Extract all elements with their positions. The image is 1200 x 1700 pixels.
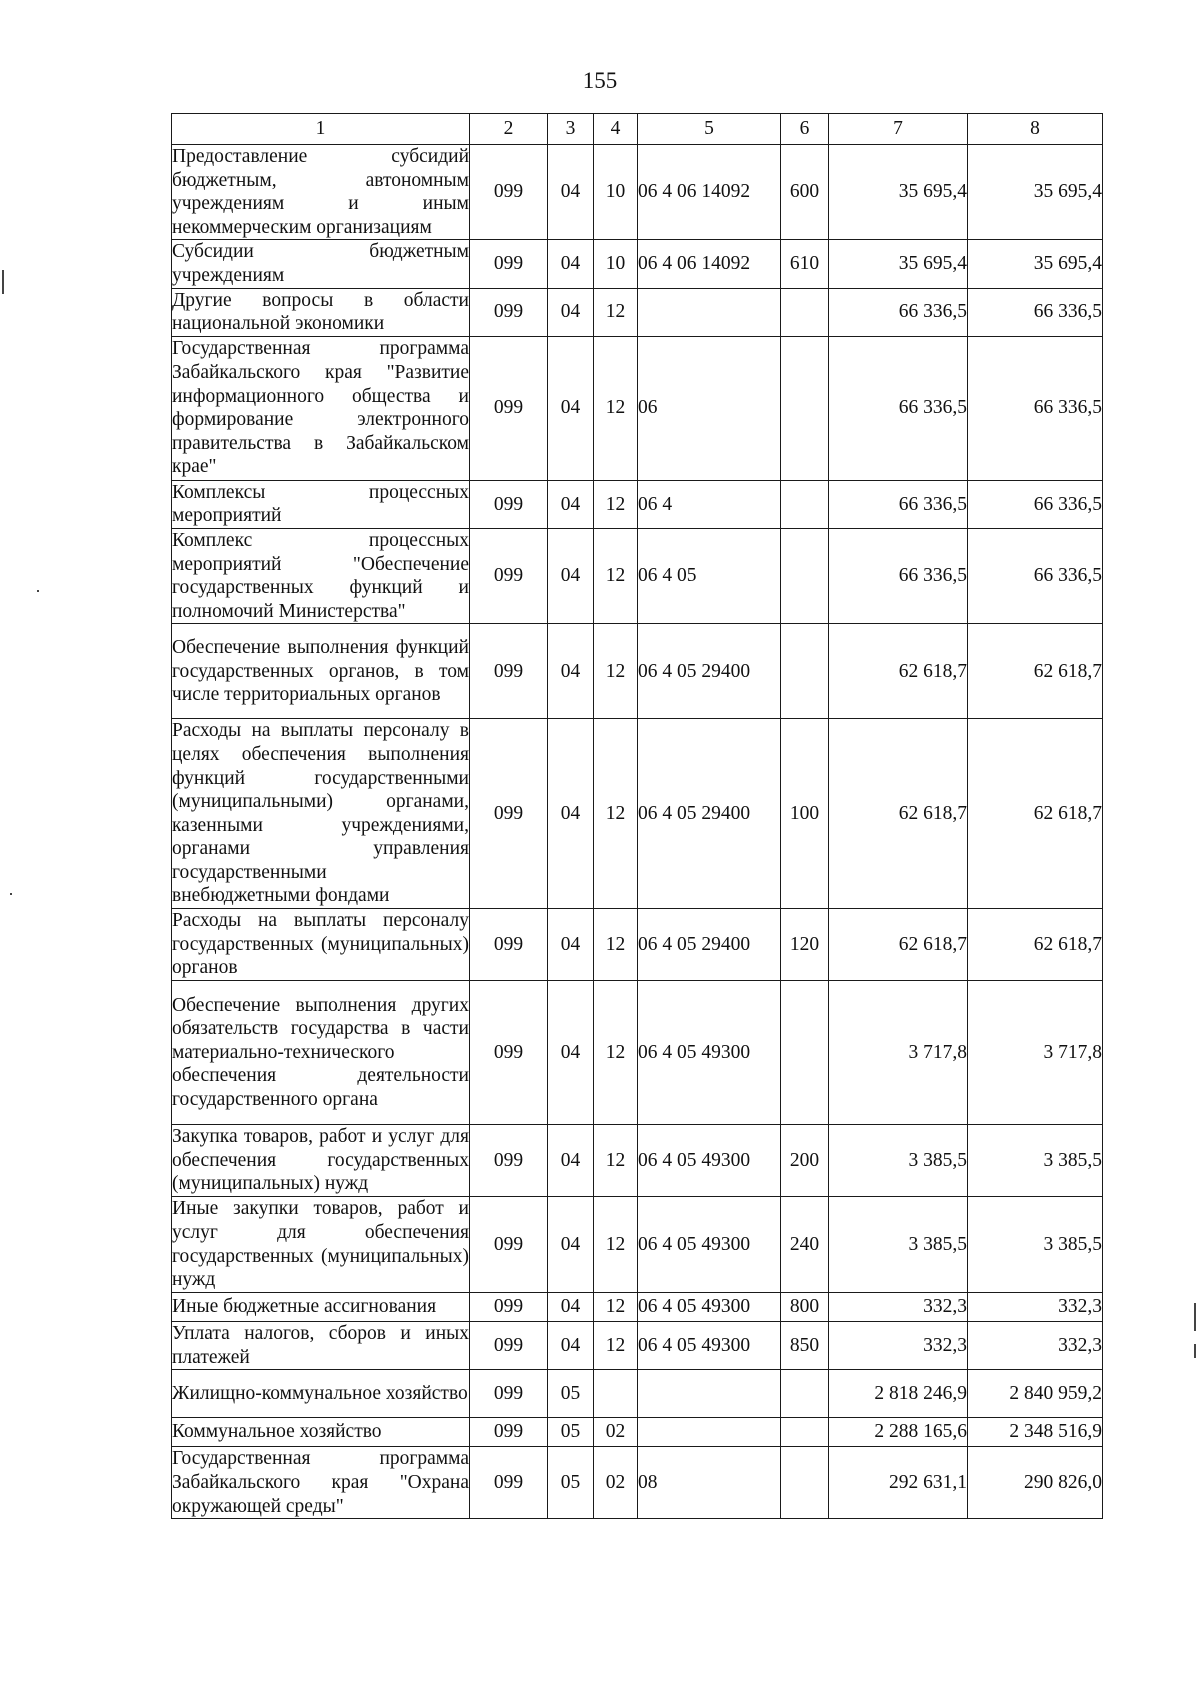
header-col-4: 4 bbox=[594, 114, 638, 145]
cell-expense-type bbox=[781, 1370, 829, 1418]
cell-amount-7: 66 336,5 bbox=[829, 480, 968, 528]
cell-section: 04 bbox=[548, 1322, 594, 1370]
cell-subsection: 02 bbox=[594, 1447, 638, 1519]
cell-admin-code: 099 bbox=[470, 1447, 548, 1519]
cell-admin-code: 099 bbox=[470, 528, 548, 623]
row-name: Расходы на выплаты персоналу в целях обеспечения выполнения функций государственными (муниципальными) органами, казенными учреждениями, органами управления государственными внебюджетными фондами bbox=[172, 719, 470, 909]
cell-amount-8: 2 348 516,9 bbox=[968, 1418, 1103, 1447]
cell-amount-7: 62 618,7 bbox=[829, 624, 968, 719]
header-col-1: 1 bbox=[172, 114, 470, 145]
table-row bbox=[172, 528, 1103, 623]
cell-section: 04 bbox=[548, 1197, 594, 1293]
cell-expense-type bbox=[781, 528, 829, 623]
table-row bbox=[172, 1125, 1103, 1197]
table-row bbox=[172, 909, 1103, 981]
cell-expense-type: 850 bbox=[781, 1322, 829, 1370]
scan-edge-mark bbox=[1194, 1303, 1196, 1331]
cell-admin-code: 099 bbox=[470, 480, 548, 528]
row-name: Комплекс процессных мероприятий "Обеспечение государственных функций и полномочий Министерства" bbox=[172, 528, 470, 623]
cell-admin-code: 099 bbox=[470, 1370, 548, 1418]
row-name: Государственная программа Забайкальского края "Охрана окружающей среды" bbox=[172, 1447, 470, 1519]
cell-amount-7: 292 631,1 bbox=[829, 1447, 968, 1519]
cell-section: 04 bbox=[548, 624, 594, 719]
cell-target-code: 06 4 05 29400 bbox=[638, 624, 781, 719]
cell-subsection: 12 bbox=[594, 288, 638, 336]
cell-section: 04 bbox=[548, 240, 594, 288]
cell-expense-type bbox=[781, 981, 829, 1125]
cell-amount-7: 332,3 bbox=[829, 1322, 968, 1370]
cell-subsection: 12 bbox=[594, 981, 638, 1125]
cell-section: 04 bbox=[548, 145, 594, 240]
row-name: Обеспечение выполнения других обязательств государства в части материально-технического обеспечения деятельности государственного органа bbox=[172, 981, 470, 1125]
cell-subsection: 12 bbox=[594, 719, 638, 909]
cell-expense-type bbox=[781, 288, 829, 336]
cell-expense-type: 600 bbox=[781, 145, 829, 240]
row-name: Жилищно-коммунальное хозяйство bbox=[172, 1370, 470, 1418]
cell-amount-8: 35 695,4 bbox=[968, 240, 1103, 288]
cell-subsection: 12 bbox=[594, 336, 638, 480]
row-name: Расходы на выплаты персоналу государственных (муниципальных) органов bbox=[172, 909, 470, 981]
row-name: Обеспечение выполнения функций государственных органов, в том числе территориальных органов bbox=[172, 624, 470, 719]
cell-admin-code: 099 bbox=[470, 909, 548, 981]
cell-amount-8: 3 385,5 bbox=[968, 1125, 1103, 1197]
cell-target-code: 06 4 05 49300 bbox=[638, 1197, 781, 1293]
cell-section: 05 bbox=[548, 1447, 594, 1519]
cell-subsection: 12 bbox=[594, 480, 638, 528]
cell-section: 04 bbox=[548, 719, 594, 909]
cell-admin-code: 099 bbox=[470, 145, 548, 240]
cell-amount-8: 62 618,7 bbox=[968, 909, 1103, 981]
cell-target-code: 06 4 bbox=[638, 480, 781, 528]
row-name: Иные бюджетные ассигнования bbox=[172, 1293, 470, 1322]
table-row bbox=[172, 719, 1103, 909]
cell-expense-type: 120 bbox=[781, 909, 829, 981]
table-row bbox=[172, 480, 1103, 528]
table-row bbox=[172, 336, 1103, 480]
cell-section: 05 bbox=[548, 1418, 594, 1447]
cell-admin-code: 099 bbox=[470, 1293, 548, 1322]
cell-amount-7: 3 717,8 bbox=[829, 981, 968, 1125]
header-col-7: 7 bbox=[829, 114, 968, 145]
cell-section: 04 bbox=[548, 1293, 594, 1322]
cell-admin-code: 099 bbox=[470, 1418, 548, 1447]
table-row bbox=[172, 1418, 1103, 1447]
cell-target-code: 06 4 05 bbox=[638, 528, 781, 623]
cell-expense-type bbox=[781, 1447, 829, 1519]
table-row bbox=[172, 240, 1103, 288]
cell-subsection: 12 bbox=[594, 528, 638, 623]
cell-section: 04 bbox=[548, 1125, 594, 1197]
cell-amount-7: 66 336,5 bbox=[829, 336, 968, 480]
cell-subsection: 10 bbox=[594, 240, 638, 288]
header-col-3: 3 bbox=[548, 114, 594, 145]
cell-section: 04 bbox=[548, 981, 594, 1125]
cell-target-code: 06 4 05 49300 bbox=[638, 1293, 781, 1322]
cell-amount-7: 2 818 246,9 bbox=[829, 1370, 968, 1418]
row-name: Коммунальное хозяйство bbox=[172, 1418, 470, 1447]
header-col-5: 5 bbox=[638, 114, 781, 145]
cell-target-code bbox=[638, 288, 781, 336]
cell-amount-8: 35 695,4 bbox=[968, 145, 1103, 240]
cell-admin-code: 099 bbox=[470, 981, 548, 1125]
cell-expense-type: 800 bbox=[781, 1293, 829, 1322]
cell-admin-code: 099 bbox=[470, 719, 548, 909]
scan-edge-mark bbox=[10, 893, 12, 895]
row-name: Субсидии бюджетным учреждениям bbox=[172, 240, 470, 288]
cell-amount-8: 3 717,8 bbox=[968, 981, 1103, 1125]
cell-admin-code: 099 bbox=[470, 288, 548, 336]
cell-target-code bbox=[638, 1370, 781, 1418]
cell-amount-7: 66 336,5 bbox=[829, 528, 968, 623]
cell-admin-code: 099 bbox=[470, 1197, 548, 1293]
cell-amount-8: 62 618,7 bbox=[968, 719, 1103, 909]
scan-edge-mark bbox=[2, 270, 4, 294]
page-number: 155 bbox=[582, 68, 618, 93]
row-name: Государственная программа Забайкальского края "Развитие информационного общества и формирование электронного правительства в Забайкальском крае" bbox=[172, 336, 470, 480]
cell-amount-7: 2 288 165,6 bbox=[829, 1418, 968, 1447]
header-col-2: 2 bbox=[470, 114, 548, 145]
cell-amount-8: 66 336,5 bbox=[968, 528, 1103, 623]
cell-target-code bbox=[638, 1418, 781, 1447]
table-row bbox=[172, 1322, 1103, 1370]
cell-amount-7: 3 385,5 bbox=[829, 1197, 968, 1293]
cell-target-code: 06 4 06 14092 bbox=[638, 145, 781, 240]
cell-expense-type: 240 bbox=[781, 1197, 829, 1293]
cell-amount-8: 332,3 bbox=[968, 1322, 1103, 1370]
cell-admin-code: 099 bbox=[470, 1125, 548, 1197]
cell-subsection: 12 bbox=[594, 624, 638, 719]
table-row bbox=[172, 145, 1103, 240]
cell-expense-type: 610 bbox=[781, 240, 829, 288]
cell-admin-code: 099 bbox=[470, 336, 548, 480]
cell-section: 04 bbox=[548, 528, 594, 623]
table-row bbox=[172, 1370, 1103, 1418]
table-row bbox=[172, 1447, 1103, 1519]
cell-target-code: 06 4 05 49300 bbox=[638, 1322, 781, 1370]
cell-amount-7: 3 385,5 bbox=[829, 1125, 968, 1197]
cell-amount-8: 62 618,7 bbox=[968, 624, 1103, 719]
cell-amount-8: 290 826,0 bbox=[968, 1447, 1103, 1519]
row-name: Предоставление субсидий бюджетным, автономным учреждениям и иным некоммерческим организациям bbox=[172, 145, 470, 240]
cell-admin-code: 099 bbox=[470, 624, 548, 719]
cell-expense-type bbox=[781, 336, 829, 480]
row-name: Закупка товаров, работ и услуг для обеспечения государственных (муниципальных) нужд bbox=[172, 1125, 470, 1197]
cell-expense-type bbox=[781, 480, 829, 528]
scan-edge-mark bbox=[1194, 1344, 1196, 1358]
cell-amount-7: 35 695,4 bbox=[829, 240, 968, 288]
cell-section: 04 bbox=[548, 480, 594, 528]
table-row bbox=[172, 1293, 1103, 1322]
budget-table bbox=[171, 113, 1103, 1519]
cell-subsection bbox=[594, 1370, 638, 1418]
cell-subsection: 12 bbox=[594, 1125, 638, 1197]
row-name: Уплата налогов, сборов и иных платежей bbox=[172, 1322, 470, 1370]
cell-target-code: 08 bbox=[638, 1447, 781, 1519]
table-row bbox=[172, 1197, 1103, 1293]
cell-admin-code: 099 bbox=[470, 240, 548, 288]
header-col-6: 6 bbox=[781, 114, 829, 145]
cell-amount-7: 62 618,7 bbox=[829, 719, 968, 909]
header-col-8: 8 bbox=[968, 114, 1103, 145]
cell-expense-type bbox=[781, 624, 829, 719]
cell-subsection: 12 bbox=[594, 1293, 638, 1322]
cell-section: 04 bbox=[548, 336, 594, 480]
header-row bbox=[172, 114, 1103, 145]
scan-edge-mark bbox=[37, 590, 39, 592]
cell-amount-8: 66 336,5 bbox=[968, 336, 1103, 480]
row-name: Комплексы процессных мероприятий bbox=[172, 480, 470, 528]
cell-amount-7: 66 336,5 bbox=[829, 288, 968, 336]
row-name: Иные закупки товаров, работ и услуг для обеспечения государственных (муниципальных) нужд bbox=[172, 1197, 470, 1293]
cell-section: 05 bbox=[548, 1370, 594, 1418]
cell-amount-8: 2 840 959,2 bbox=[968, 1370, 1103, 1418]
cell-section: 04 bbox=[548, 909, 594, 981]
cell-expense-type bbox=[781, 1418, 829, 1447]
table-row bbox=[172, 624, 1103, 719]
cell-amount-8: 66 336,5 bbox=[968, 480, 1103, 528]
cell-section: 04 bbox=[548, 288, 594, 336]
cell-target-code: 06 4 05 29400 bbox=[638, 719, 781, 909]
cell-target-code: 06 4 05 49300 bbox=[638, 1125, 781, 1197]
table-row bbox=[172, 981, 1103, 1125]
cell-admin-code: 099 bbox=[470, 1322, 548, 1370]
cell-amount-8: 3 385,5 bbox=[968, 1197, 1103, 1293]
table-row bbox=[172, 288, 1103, 336]
cell-subsection: 10 bbox=[594, 145, 638, 240]
cell-amount-7: 35 695,4 bbox=[829, 145, 968, 240]
cell-amount-7: 62 618,7 bbox=[829, 909, 968, 981]
row-name: Другие вопросы в области национальной экономики bbox=[172, 288, 470, 336]
cell-amount-7: 332,3 bbox=[829, 1293, 968, 1322]
cell-subsection: 02 bbox=[594, 1418, 638, 1447]
cell-subsection: 12 bbox=[594, 1197, 638, 1293]
cell-subsection: 12 bbox=[594, 909, 638, 981]
cell-target-code: 06 4 05 49300 bbox=[638, 981, 781, 1125]
cell-subsection: 12 bbox=[594, 1322, 638, 1370]
cell-target-code: 06 4 05 29400 bbox=[638, 909, 781, 981]
cell-target-code: 06 4 06 14092 bbox=[638, 240, 781, 288]
cell-amount-8: 66 336,5 bbox=[968, 288, 1103, 336]
cell-expense-type: 200 bbox=[781, 1125, 829, 1197]
cell-expense-type: 100 bbox=[781, 719, 829, 909]
cell-amount-8: 332,3 bbox=[968, 1293, 1103, 1322]
cell-target-code: 06 bbox=[638, 336, 781, 480]
